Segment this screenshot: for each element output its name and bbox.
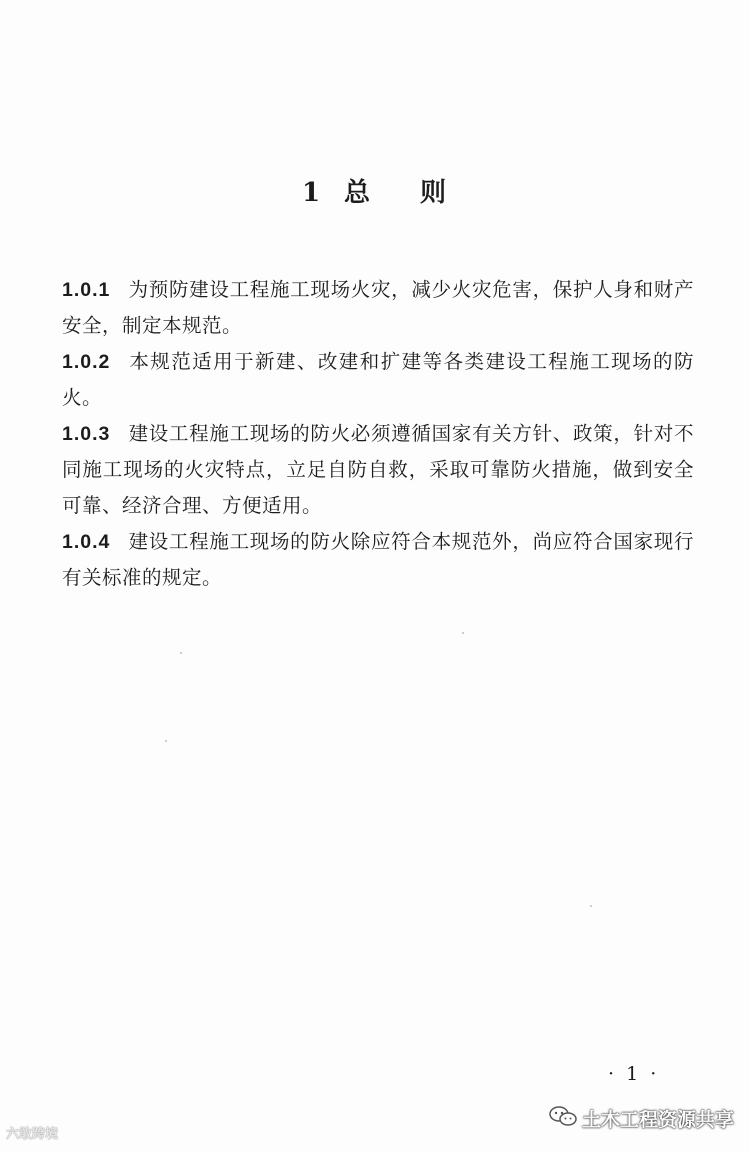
clause-text: 为预防建设工程施工现场火灾，减少火灾危害，保护人身和财产安全，制定本规范。 xyxy=(62,278,694,337)
watermark-left-text: 六敢跨境 xyxy=(6,1127,59,1142)
clause-number: 1.0.2 xyxy=(62,351,111,373)
clause-number: 1.0.4 xyxy=(62,531,111,553)
clause xyxy=(62,272,694,344)
watermark-left xyxy=(6,1123,58,1142)
clause-list xyxy=(62,272,694,596)
clause-number: 1.0.1 xyxy=(62,279,111,301)
scan-speck xyxy=(165,740,167,742)
scan-speck xyxy=(590,905,592,907)
chapter-title-char-2: 则 xyxy=(420,178,449,208)
page-number: · 1 · xyxy=(608,1063,660,1085)
clause-text: 建设工程施工现场的防火必须遵循国家有关方针、政策，针对不同施工现场的火灾特点，立足自防自救，采取可靠防火措施，做到安全可靠、经济合理、方便适用。 xyxy=(62,422,694,517)
clause-text: 建设工程施工现场的防火除应符合本规范外，尚应符合国家现行有关标准的规定。 xyxy=(62,530,694,589)
watermark-right xyxy=(548,1105,734,1132)
clause xyxy=(62,524,694,596)
scan-speck xyxy=(462,632,464,634)
chapter-number: 1 xyxy=(301,178,323,208)
clause xyxy=(62,344,694,416)
watermark-right-text: 土木工程资源共享 xyxy=(582,1109,735,1131)
clause xyxy=(62,416,694,524)
clause-number: 1.0.3 xyxy=(62,423,111,445)
clause-text: 本规范适用于新建、改建和扩建等各类建设工程施工现场的防火。 xyxy=(62,350,694,409)
scan-speck xyxy=(180,652,182,654)
wechat-icon xyxy=(548,1105,582,1132)
chapter-title xyxy=(0,172,750,209)
chapter-title-char-1: 总 xyxy=(344,178,373,208)
